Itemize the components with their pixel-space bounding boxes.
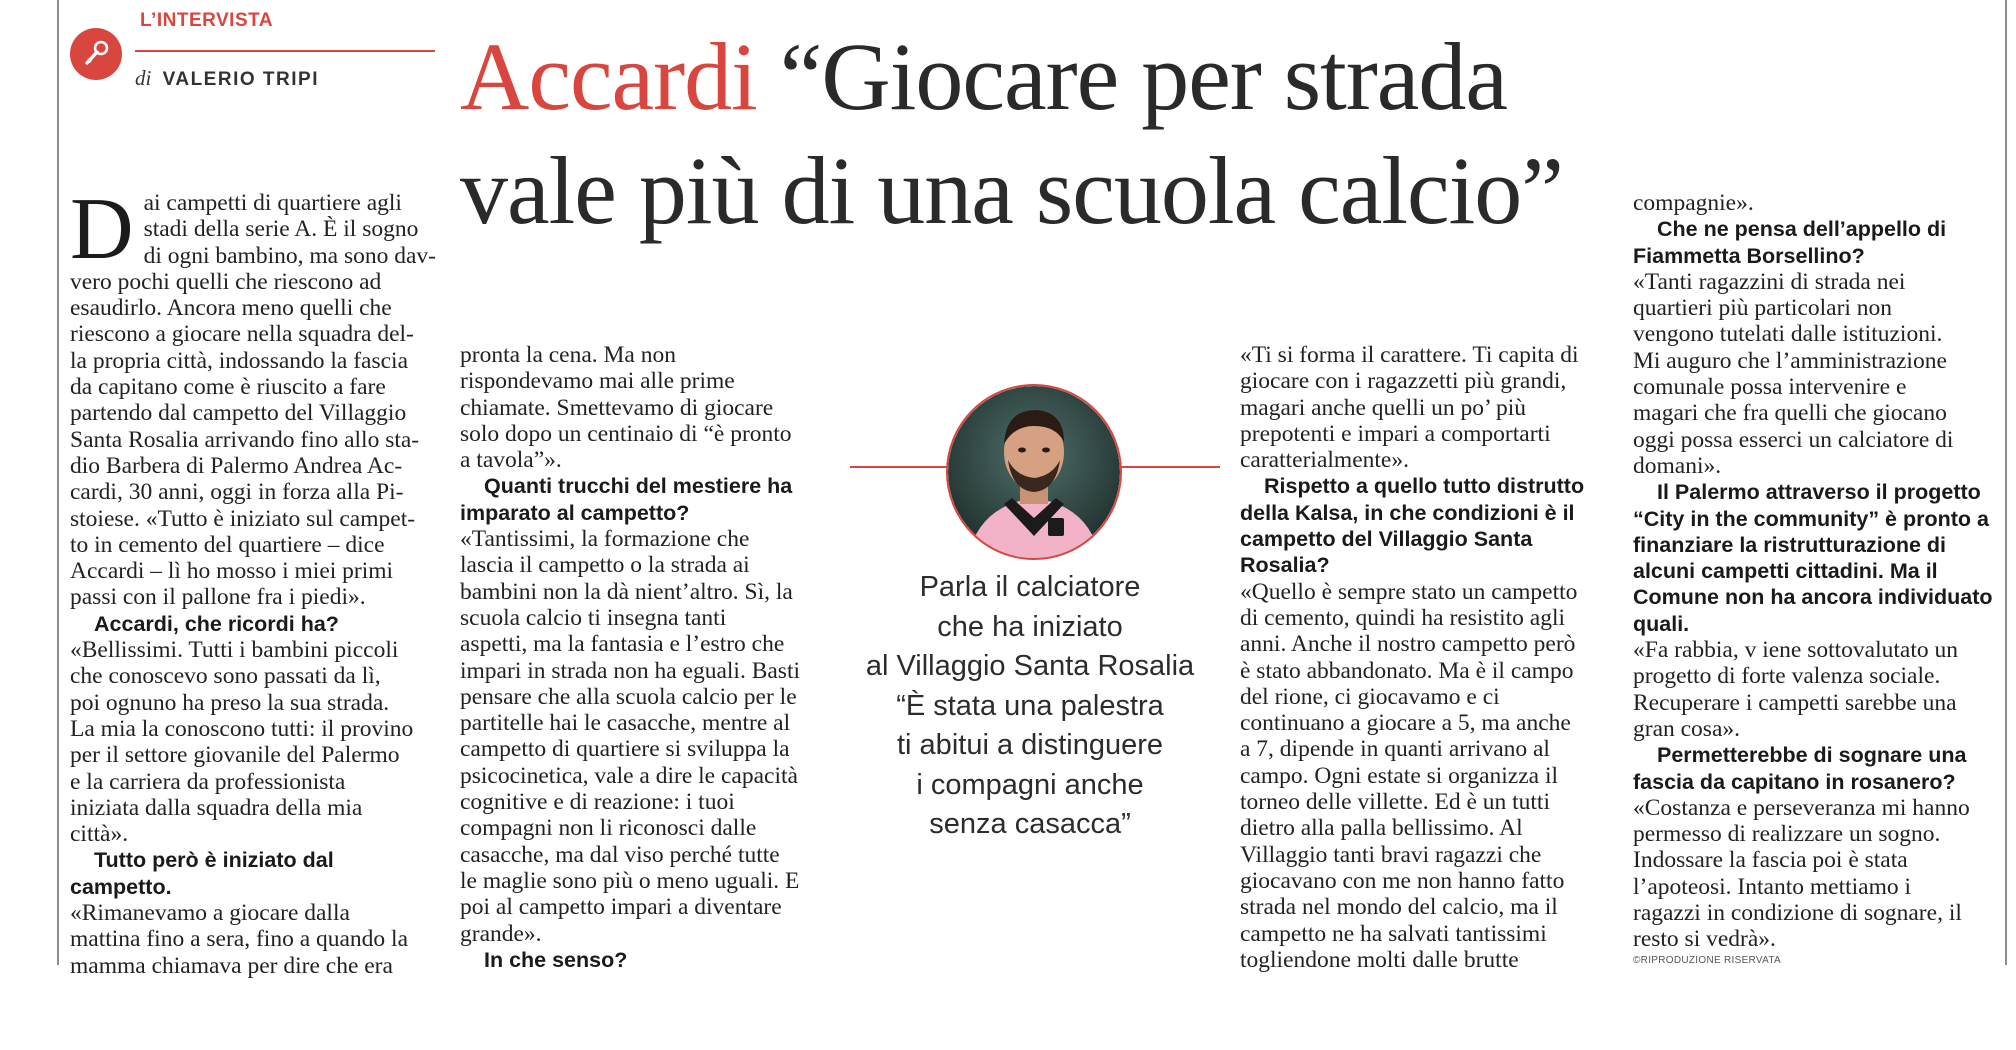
kicker-icon-badge <box>70 28 122 80</box>
answer-line: partitelle hai le casacche, mentre al <box>460 710 791 737</box>
question-text: imparato al campetto? <box>460 500 690 525</box>
headline <box>460 20 1563 248</box>
answer-line: «Quello è sempre stato un campetto <box>1240 578 1578 605</box>
question-text: campetto del Villaggio Santa <box>1240 527 1533 552</box>
answer-line: per il settore giovanile del Palermo <box>70 742 400 769</box>
photo-caption <box>850 568 1210 845</box>
question <box>1240 473 1620 499</box>
answer-line: Recuperare i campetti sarebbe una <box>1633 689 1957 716</box>
question-text: quali. <box>1633 611 1690 636</box>
page-right-border <box>2005 0 2007 965</box>
answer-line: grande». <box>460 920 542 947</box>
question-text: finanziare la ristrutturazione di <box>1633 532 1946 557</box>
answer-line: che conoscevo sono passati da lì, <box>70 663 381 690</box>
portrait-photo <box>948 386 1120 558</box>
caption-line: i compagni anche <box>916 768 1144 801</box>
answer-line: La mia la conoscono tutti: il provino <box>70 715 414 742</box>
answer-line: continuano a giocare a 5, ma anche <box>1240 710 1571 737</box>
answer-line: poi ognuno ha preso la sua strada. <box>70 689 390 716</box>
intro-line: la propria città, indossando la fascia <box>70 347 409 374</box>
answer-line: campetto di quartiere si sviluppa la <box>460 736 790 763</box>
page-left-border <box>57 0 59 965</box>
byline-author: VALERIO TRIPI <box>162 69 319 90</box>
column-3 <box>1240 342 1620 973</box>
intro-line: dio Barbera di Palermo Andrea Ac- <box>70 452 403 479</box>
dropcap: D <box>70 181 134 278</box>
answer-line: solo dopo un centinaio di “è pronto <box>460 420 792 447</box>
answer-line: oggi possa esserci un calciatore di <box>1633 426 1954 453</box>
answer-line: caratterialmente». <box>1240 447 1409 474</box>
kicker-rule <box>135 50 435 52</box>
intro-line: Accardi – lì ho mosso i miei primi <box>70 558 394 585</box>
kicker-label: L’INTERVISTA <box>140 10 274 31</box>
answer-line: progetto di forte valenza sociale. <box>1633 663 1941 690</box>
intro-line: stoiese. «Tutto è iniziato sul campet- <box>70 505 416 532</box>
intro-line: di ogni bambino, ma sono dav- <box>143 242 436 269</box>
answer-line: a 7, dipende in quanti arrivano al <box>1240 736 1550 763</box>
question-text: campetto. <box>70 874 172 899</box>
answer-line: giocavano con me non hanno fatto <box>1240 867 1565 894</box>
question-text: Comune non ha ancora individuato <box>1633 585 1993 610</box>
question-text: Fiammetta Borsellino? <box>1633 243 1865 268</box>
answer-line: «Fa rabbia, v iene sottovalutato un <box>1633 637 1959 664</box>
question-text: Rispetto a quello tutto distrutto <box>1264 474 1585 499</box>
answer-line: togliendone molti dalle brutte <box>1240 946 1519 973</box>
answer-line: comunale possa intervenire e <box>1633 374 1907 401</box>
answer-line: iniziata dalla squadra della mia <box>70 794 363 821</box>
answer-line: aspetti, ma la fantasia e l’estro che <box>460 631 785 658</box>
answer-line: psicocinetica, vale a dire le capacità <box>460 762 798 789</box>
question <box>460 947 830 973</box>
intro-line: riescono a giocare nella squadra del- <box>70 321 414 348</box>
answer-line: permesso di realizzare un sogno. <box>1633 821 1941 848</box>
answer-line: scuola calcio ti insegna tanti <box>460 604 727 631</box>
answer-line: impari in strada non ha eguali. Basti <box>460 657 801 684</box>
question <box>1633 479 2003 505</box>
question-text: Accardi, che ricordi ha? <box>94 611 339 636</box>
answer-line: domani». <box>1633 452 1722 479</box>
question <box>70 611 436 637</box>
answer-line: gran cosa». <box>1633 715 1741 742</box>
answer-line: «Bellissimi. Tutti i bambini piccoli <box>70 637 399 664</box>
answer-line: strada nel mondo del calcio, ma il <box>1240 894 1558 921</box>
answer-line: «Costanza e perseveranza mi hanno <box>1633 794 1970 821</box>
answer-line: di cemento, quindi ha resistito agli <box>1240 604 1566 631</box>
answer-line: cognitive e di reazione: i tuoi <box>460 789 735 816</box>
answer-line: chiamate. Smettevamo di giocare <box>460 394 774 421</box>
answer-line: vengono tutelati dalle istituzioni. <box>1633 321 1943 348</box>
answer-line: ragazzi in condizione di sognare, il <box>1633 900 1962 927</box>
headline-quote-line1: “Giocare per strada <box>779 23 1507 130</box>
caption-line: Parla il calciatore <box>919 571 1141 603</box>
question-text: In che senso? <box>484 947 628 972</box>
question-text: della Kalsa, in che condizioni è il <box>1240 500 1575 525</box>
intro-line: esaudirlo. Ancora meno quelli che <box>70 295 392 322</box>
byline <box>135 66 319 91</box>
caption-line: ti abitui a distinguere <box>897 729 1163 761</box>
question <box>1633 742 2003 768</box>
answer-line: magari che fra quelli che giocano <box>1633 400 1947 427</box>
answer-line: prepotenti e impari a comportarti <box>1240 420 1551 447</box>
question <box>1633 216 2003 242</box>
answer-line: anni. Anche il nostro campetto però <box>1240 631 1576 658</box>
question-text: “City in the community” è pronto a <box>1633 506 1989 531</box>
answer-line: giocare con i ragazzetti più grandi, <box>1240 368 1567 395</box>
photo-rule-left <box>850 466 960 468</box>
answer-line: quartieri più particolari non <box>1633 295 1893 322</box>
caption-line: “È stata una palestra <box>896 689 1164 722</box>
caption-line: senza casacca” <box>929 808 1131 840</box>
answer-line: e la carriera da professionista <box>70 768 346 795</box>
answer-line: «Tantissimi, la formazione che <box>460 526 750 553</box>
answer-line: lascia il campetto o la strada ai <box>460 552 750 579</box>
answer-line: «Ti si forma il carattere. Ti capita di <box>1240 342 1579 368</box>
answer-line: bambini non la dà nient’altro. Sì, la <box>460 578 793 605</box>
answer-line: rispondevamo mai alle prime <box>460 368 735 395</box>
answer-line: torneo delle villette. Ed è un tutti <box>1240 789 1550 816</box>
answer-line: dietro alla palla bellissimo. Al <box>1240 815 1523 842</box>
answer-line: le maglie sono più o meno uguali. E <box>460 867 800 894</box>
intro-line: partendo dal campetto del Villaggio <box>70 400 407 427</box>
answer-line: compagni non li riconosci dalle <box>460 815 757 842</box>
intro-line: vero pochi quelli che riescono ad <box>70 268 382 295</box>
answer-line: poi al campetto impari a diventare <box>460 894 782 921</box>
answer-line: pensare che alla scuola calcio per le <box>460 683 797 710</box>
copyright-notice: ©RIPRODUZIONE RISERVATA <box>1633 954 1781 966</box>
intro-line: stadi della serie A. È il sogno <box>143 216 419 243</box>
question <box>460 473 830 499</box>
headline-name: Accardi <box>460 23 757 130</box>
column-1 <box>70 181 436 979</box>
question-text: Quanti trucchi del mestiere ha <box>484 474 793 499</box>
answer-line: campetto ne ha salvati tantissimi <box>1240 920 1547 947</box>
answer-line: mattina fino a sera, fino a quando la <box>70 926 409 953</box>
column-2 <box>460 342 830 973</box>
question-text: Permetterebbe di sognare una <box>1657 743 1967 768</box>
intro-line: Santa Rosalia arrivando fino allo sta- <box>70 426 420 453</box>
answer-line: città». <box>70 821 129 848</box>
caption-line: che ha iniziato <box>937 610 1123 643</box>
answer-line: a tavola”». <box>460 447 562 474</box>
answer-line: «Rimanevamo a giocare dalla <box>70 900 350 927</box>
photo-rule-right <box>1110 466 1220 468</box>
caption-line: al Villaggio Santa Rosalia <box>865 650 1195 682</box>
question <box>70 847 436 873</box>
answer-line: mamma chiamava per dire che era <box>70 952 393 979</box>
byline-prefix: di <box>135 66 152 90</box>
question-text: Rosalia? <box>1240 553 1330 578</box>
portrait-photo-frame <box>946 384 1122 560</box>
answer-line: del rione, ci giocavamo e ci <box>1240 683 1500 710</box>
answer-line: casacche, ma dal viso perché tutte <box>460 841 780 868</box>
column-4 <box>1633 190 2003 969</box>
microphone-icon <box>79 37 113 71</box>
answer-line: resto si vedrà». <box>1633 926 1776 953</box>
intro-line: ai campetti di quartiere agli <box>143 190 402 216</box>
intro-line: to in cemento del quartiere – dice <box>70 531 385 558</box>
question-text: Il Palermo attraverso il progetto <box>1657 480 1981 505</box>
intro-line: da capitano come è riuscito a fare <box>70 374 386 401</box>
answer-line: campo. Ogni estate si organizza il <box>1240 762 1559 789</box>
answer-line: pronta la cena. Ma non <box>460 342 676 368</box>
headline-quote-line2: vale più di una scuola calcio” <box>460 137 1563 244</box>
answer-line: l’apoteosi. Intanto mettiamo i <box>1633 873 1912 900</box>
intro-line: passi con il pallone fra i piedi». <box>70 584 366 611</box>
answer-line: Villaggio tanti bravi ragazzi che <box>1240 841 1542 868</box>
answer-line: «Tanti ragazzini di strada nei <box>1633 268 1906 295</box>
question-text: Che ne pensa dell’appello di <box>1657 217 1947 242</box>
answer-line: magari anche quelli un po’ più <box>1240 394 1527 421</box>
question-text: fascia da capitano in rosanero? <box>1633 769 1956 794</box>
question-text: alcuni campetti cittadini. Ma il <box>1633 559 1938 584</box>
answer-line: Mi auguro che l’amministrazione <box>1633 347 1947 374</box>
answer-line: Indossare la fascia poi è stata <box>1633 847 1908 874</box>
intro-line: cardi, 30 anni, oggi in forza alla Pi- <box>70 479 404 506</box>
question-text: Tutto però è iniziato dal <box>94 848 334 873</box>
answer-line: è stato abbandonato. Ma è il campo <box>1240 657 1574 684</box>
answer-line: compagnie». <box>1633 190 1754 216</box>
